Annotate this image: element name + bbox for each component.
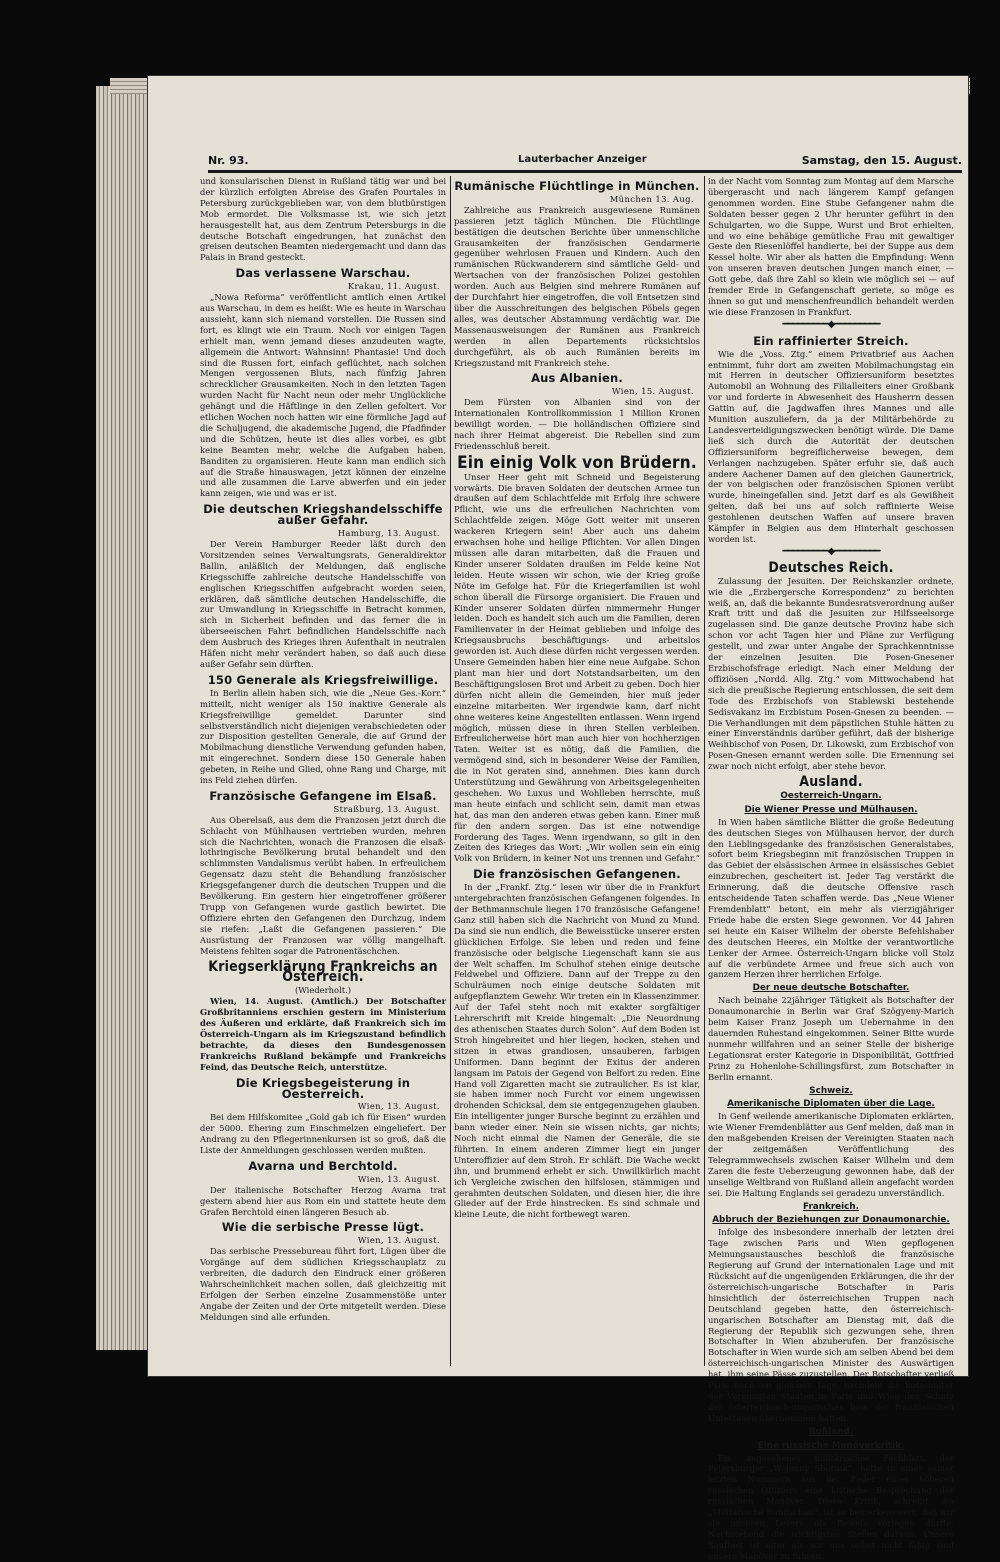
section-headline: Ausland. <box>799 774 863 791</box>
subheadline: Eine russische Manöverkritik. <box>757 1440 905 1451</box>
article-body: Unser Heer geht mit Schneid und Begeisterung vorwärts. Die braven Soldaten der deutschen Armee tun draußen auf dem Schlachtfelde mit Erfolg ihre schwere Pflicht, wie uns die erfreulichen Nachrichten vom Schlachtfelde zeigen. Möge Gott weiter mit unseren wackeren Kriegern sein! Aber auch uns daheim erwachsen hohe und heilige Pflichten. Vor allen Dingen müssen alle daran mitarbeiten, daß die Frauen und Kinder unserer Soldaten draußen im Felde keine Not leiden. Heute wissen wir schon, wie der Krieg große Nöte im Gefolge hat. Für die Kriegerfamilien ist wohl schon überall die Fürsorge organisiert. Die Frauen und Kinder unserer Soldaten dürfen nimmermehr Hunger leiden. Doch es handelt sich auch um die Familien, deren Familienvater in der Heimat geblieben und infolge des Kriegsausbruchs beschäftigungs- und arbeitslos geworden ist. Auch diese dürfen nicht vergessen werden. Unsere Gemeinden haben hier eine neue Aufgabe. Schon plant man hier und dort Notstandsarbeiten, um den Beschäftigungslosen Brot und Arbeit zu geben. Doch hier dürfen nicht allein die Gemeinden, hier muß jeder einzelne mitarbeiten. Wer irgendwie kann, darf nicht ohne weiteres keine Angestellten entlassen. Wenn irgend möglich, müssen diese in ihren Stellen verbleiben. Erfreulicherweise hört man auch hier von hochherzigen Taten. Weiter ist es nötig, daß die Familien, die vermögend sind, sich in besonderer Weise der Familien, die in Not geraten sind, annehmen. Dies kann durch Unterstützung und Gewährung von Arbeitsgelegenheiten geschehen. Wo Luxus und Wohlleben herrschte, muß man heute einfach und schlicht sein, damit man etwas hat, das man den anderen etwas geben kann. Einer muß für den andern sorgen. Das ist eine notwendige Forderung des Tages. Wenn irgendwann, so gilt in den Zeiten des Krieges das Wort: „Wir wollen sein ein einig Volk von Brüdern, in keiner Not uns trennen und Gefahr.“ <box>454 471 700 864</box>
article-body: Zulassung der Jesuiten. Der Reichskanzler ordnete, wie die „Erzbergersche Korrespondenz“ zu berichten weiß, an, daß die bekannte Bundesratsverordnung außer Kraft tritt und daß die Jesuiten zur Hilfsseelsorge zugelassen sind. Die ganze deutsche Provinz habe sich schon vor acht Tagen hier und Pläne zur Verfügung gestellt, und zwar unter Angabe der Sprachkenntnisse der einzelnen Jesuiten. Die Posen-Gnesener Erzbischofsfrage erledigt. Nach einer Meldung der offiziösen „Nordd. Allg. Ztg.“ vom Mittwochabend hat sich die preußische Regierung entschlossen, die seit dem Tode des Erzbischofs von Stablewski bestehende Sedisvakanz im Erzbistum Posen-Gnesen zu beenden. — Die Verhandlungen mit dem päpstlichen Stuhle hätten zu einer Einverständnis darüber geführt, daß der bisherige Weihbischof von Posen, Dr. Likowski, zum Erzbischof von Posen-Gnesen ernannt werden solle. Die Ernennung sei zwar noch nicht erfolgt, aber stehe bevor. <box>708 575 954 772</box>
article-body: In Berlin allein haben sich, wie die „Neue Ges.-Korr.“ mitteilt, nicht weniger als 150 inaktive Generale als Kriegsfreiwillige gemeldet. Darunter sind selbstverständlich nicht diejenigen verabschiedeten oder zur Disposition gestellten Generale, die auf Grund der Mobilmachung dienstliche Verwendung gefunden haben, mit eingerechnet. Sondern diese 150 Generale haben gebeten, in Reihe und Glied, ohne Rang und Charge, mit ins Feld ziehen dürfen. <box>200 687 446 786</box>
headline: Die deutschen Kriegshandelsschiffe außer Gefahr. <box>203 502 443 528</box>
article-body: Bei dem Hilfskomitee „Gold gab ich für Eisen“ wurden der 5000. Ehering zum Einschmelzen eingeliefert. Der Andrang zu den Pflegerinnenkursen ist so groß, daß die Liste der Anmeldungen geschlossen werden mußten. <box>200 1112 446 1156</box>
article-body: Aus Oberelsaß, aus dem die Franzosen jetzt durch die Schlacht von Mühlhausen vertrieben wurden, mehren sich die Nachrichten, wonach die Franzosen die elsaß-lothringische Bevölkerung brutal behandelt und den schlimmsten Vandalismus verübt haben. In erfreulichem Gegensatz dazu steht die Behandlung französischer Kriegsgefangener durch die deutschen Truppen und die Bevölkerung. Ein gestern hier eingetroffener größerer Trupp von Gefangenen wurde gastlich bewirtet. Die Offiziere ehrten den Gefangenen den Durchzug, indem sie riefen: „Laßt die Gefangenen passieren.“ Die Ausrüstung der Franzosen war völlig mangelhaft. Meistens fehlten sogar die Patronentäschchen. <box>200 814 446 956</box>
article-body: Ein angesehenes militärisches Fachblatt, der Petersburger „Wojenny Sbornik“, hatte in einer seiner letzten Nummern aus der Feder eines höheren russischen Offiziers eine kritische Besprechung der russischen Manöver. Diese Kritik, schreibt die „Militärische Rundschau“, ist so bemerkenswert, daß wir sie unseren Lesern als Beweis vorlegen dürfte. Nachstehend die wichtigsten Stellen daraus: Unsere Saufheit ist alter als wir uns selbst nicht fähig sind unsere Manöver zu führen. <box>708 1452 954 1561</box>
dateline: Krakau, 11. August. <box>347 281 440 292</box>
headline: Die Kriegsbegeisterung in Oesterreich. <box>235 1075 411 1101</box>
subheadline: Schweiz. <box>809 1085 853 1096</box>
article-body: Zahlreiche aus Frankreich ausgewiesene Rumänen passieren jetzt täglich München. Die Flüchtlinge bestätigen die deutschen Berichte über unmenschliche Grausamkeiten der französischen Gendarmerie gegenüber wehrlosen Frauen und Kindern. Auch den rumänischen Rückwanderern sind sämtliche Geld- und Wertsachen von der französischen Polizei gestohlen worden. Auch aus Belgien sind mehrere Rumänen auf der Durchfahrt hier eingetroffen, die voll Entsetzen sind über die Ausschreitungen des belgischen Pöbels gegen alles, was deutscher Abstammung verdächtig war. Die Massenausweisungen der Rumänen aus Frankreich werden in allen Departements rücksichtslos durchgeführt, als ob auch Rumänien bereits im Kriegszustand mit Frankreich stehe. <box>454 204 700 368</box>
article-body: Wien, 14. August. (Amtlich.) Der Botschafter Großbritanniens erschien gestern im Ministerium des Äußeren und erklärte, daß Frankreich sich im Österreich-Ungarn als im Kriegszustand befindlich betrachte, da dieses den Bundesgenossen Frankreichs Rußland bekämpfe und Frankreichs Feind, das Deutsche Reich, unterstütze. <box>200 996 446 1072</box>
ornament-separator: ━━━━━━━━━◆━━━━━━━━━ <box>782 545 880 557</box>
column-2 <box>454 176 700 1366</box>
headline: Wie die serbische Presse lügt. <box>221 1220 425 1235</box>
headline: Französische Gefangene im Elsaß. <box>209 788 437 803</box>
subheadline: Oesterreich-Ungarn. <box>780 790 882 801</box>
headline: Kriegserklärung Frankreichs an Österreich. <box>208 958 438 986</box>
subheadline: Abbruch der Beziehungen zur Donaumonarchie. <box>712 1215 950 1226</box>
headline: 150 Generale als Kriegsfreiwillige. <box>207 672 439 687</box>
subheadline: Amerikanische Diplomaten über die Lage. <box>727 1099 935 1110</box>
newspaper-name: Lauterbacher Anzeiger <box>518 154 647 165</box>
headline: Ein raffinierter Streich. <box>753 333 909 348</box>
page-edges <box>96 86 156 1350</box>
section-headline: Deutsches Reich. <box>768 559 894 576</box>
subheadline: Der neue deutsche Botschafter. <box>752 983 910 994</box>
issue-number: Nr. 93. <box>208 154 249 167</box>
dateline: Straßburg, 13. August. <box>333 803 440 814</box>
article-body: In der „Frankf. Ztg.“ lesen wir über die in Frankfurt untergebrachten französischen Gefangenen folgendes. In der Bethmannschule liegen 170 französische Gefangene! Ganz still haben sich die Nachricht von Mund zu Mund. Da sind sie nun endlich, die Beweisstücke unserer ersten glücklichen Erfolge. Sie leben und reden und feine französische oder belgische Liegenschaft kann sie aus der Welt schaffen. Im Schulhof stehen einige deutsche Feldwebel und Offiziere. Dann auf der Treppe zu den Schulräumen noch einige deutsche Soldaten mit aufgepflanztem Gewehr. Wir treten ein in Klassenzimmer. Auf der Tafel steht noch mit exakter sorgfältiger Lehrerschrift mit Kreide hingemalt: „Die Neuordnung des athenischen Staates durch Solon“. Auf dem Boden ist Stroh hingebreitet und hier liegen, hocken, stehen und sitzen in etwas grandiosen, unsauberen, farbigen Uniformen. Dann beginnt der Exitus der anderen langsam im Patois der Gegend von Belfort zu reden. Eine Hand voll Zigaretten macht sie zutraulicher. Es ist klar, sie haben immer noch Furcht vor einem ungewissen drohenden Schicksal, dem sie entgegenzugehen glauben. Ein intelligenter junger Bursche beginnt zu erzählen und bann wieder einer. Nein sie wissen nichts, gar nichts; Noch nicht einmal die Namen der Generäle, die sie führten. In einem anderen Zimmer liegt ein junger Unteroffizier auf dem Stroh. Er schläft. Die Wache weckt ihn, und brummend erhebt er sich. Unwillkürlich macht ich Vergleiche zwischen den hilfslosen, stämmigen und gerahmten deutschen Soldaten, und diesen hier, die ihre Glieder auf der Erde hinstrecken. Es sind schmale und kleine Leute, die nicht fortbewegt waren. <box>454 882 700 1220</box>
headline: Die französischen Gefangenen. <box>473 867 681 882</box>
ornament-separator: ━━━━━━━━━◆━━━━━━━━━ <box>782 318 880 330</box>
column-divider <box>704 176 705 1366</box>
header-rule <box>208 170 962 173</box>
column-divider <box>450 176 451 1366</box>
dateline: Wien, 15. August. <box>611 386 694 397</box>
article-body: „Nowa Reforma“ veröffentlicht amtlich einen Artikel aus Warschau, in dem es heißt: Wie es heute in Warschau aussieht, kann sich niemand vorstellen. Die Russen sind fort, es klingt wie ein Traum. Noch vor einigen Tagen erhielt man, wenn jemand dieses anzudeuten wagte, allgemein die Antwort: Wahnsinn! Phantasie! Und doch sind die Russen fort, einfach geflüchtet, nach solchen Mengen vergossenen Bluts, nach fünfzig Jahren schrecklicher Grausamkeiten. Noch in den letzten Tagen wurden Nacht für Nacht neun oder mehr Unglückliche gehängt und die Häftlinge in den Zellen gefoltert. Vor etlichen Wochen noch hatten wir eine förmliche Jagd auf die Schuljugend, die akademische Jugend, die Pfadfinder und die Schützen, heute ist dies alles vorbei, es gibt keine Beamten mehr, welche die Aufgaben haben, Banditen zu organisieren. Heute kann man endlich sich auf die Straße hinauswagen, jetzt können der einzelne und alle zusammen die Larve abwerfen und ein jeder kann zeigen, wie und was er ist. <box>200 292 446 499</box>
article-body: Wie die „Voss. Ztg.“ einem Privatbrief aus Aachen entnimmt, fuhr dort am zweiten Mobilmachungstag ein mit Herren in deutscher Offiziersuniform besetztes Automobil an Wohnung des Filialleiters einer Großbank vor und forderte in Abwesenheit des Hausherrn dessen Gattin auf, die Jagdwaffen ihres Mannes und alle Munition auszuliefern, da ja der Militärbehörde zu Landesverteidigungszwecken benötigt würde. Die Dame ließ sich durch die Autorität der deutschen Offiziersuniform begreiflicherweise bewegen, dem Verlangen nachzugeben. Später erfuhr sie, daß auch andere Aachener Damen auf den gleichen Gaunertrick, der von belgischen oder französischen Spionen verübt wurde, hineingefallen sind. Jetzt darf es als Gewißheit gelten, daß bei uns auf solch raffinierte Weise gestohlenen deutschen Waffen auf unsere braven Kämpfer in Belgien aus dem Hinterhalt geschossen worden ist. <box>708 348 954 544</box>
article-body: Dem Fürsten von Albanien sind von der Internationalen Kontrollkommission 1 Million Kronen bewilligt worden. — Die holländischen Offiziere sind nach ihrer Heimat abgereist. Die Rebellen sind zum Friedensschluß bereit. <box>454 397 700 451</box>
article-body: Nach beinahe 22jähriger Tätigkeit als Botschafter der Donaumonarchie in Berlin war Graf Szögyeny-Marich beim Kaiser Franz Joseph um Uebernahme in den dauernden Ruhestand eingekommen. Seiner Bitte wurde nunmehr willfahren und an seiner Stelle der bisherige Legationsrat erster Kategorie in Disponibilität, Gottfried Prinz zu Hohenlohe-Schillingsfürst, zum Botschafter in Berlin ernannt. <box>708 995 954 1082</box>
article-body: Das serbische Pressebureau führt fort, Lügen über die Vorgänge auf dem südlichen Kriegsschauplatz zu verbreiten, die dadurch den Eindruck einer größeren Wahrscheinlichkeit machen sollen, daß gleichzeitig mit Erfolgen der Serben einzelne Zusammenstöße unter Angabe der Zeiten und der Orte mitgeteilt werden. Diese Meldungen sind alle erfunden. <box>200 1246 446 1322</box>
subheadline: (Wiederholt.) <box>294 985 352 996</box>
column-3 <box>708 176 954 1561</box>
article-body: Der italienische Botschafter Herzog Avarna trat gestern abend hier aus Rom ein und stattete heute dem Grafen Berchtold einen längeren Besuch ab. <box>200 1184 446 1217</box>
headline: Rumänische Flüchtlinge in München. <box>454 179 700 193</box>
subheadline: Rußland. <box>808 1426 854 1437</box>
dateline: München 13. Aug. <box>609 193 694 204</box>
article-body: In Wien haben sämtliche Blätter die große Bedeutung des deutschen Sieges von Mülhausen hervor, der durch den Lieblingsgedanke des französischen Generalstabes, sofort beim Kriegsbeginn mit französischen Truppen in das Gebiet der elsässischen Armee in elsässisches Gebiet einzubrechen, gescheitert ist. Jeder Tag verstärkt die Erinnerung, daß die deutsche Offensive rasch entscheidende Taten schaffen werde. Das „Neue Wiener Fremdenblatt“ betont, ein mehr als vierzigjähriger Friede habe die ersten Siege gewonnen. Vor 44 Jahren sei heute ein Kaiser Wilhelm der oberste Befehlshaber des deutschen Heeres, ein Moltke der verantwortliche Lenker der Armee. Österreich-Ungarn blicke voll Stolz auf die verbündete Armee und freue sich auch von ganzem Herzen ihrer herrlichen Erfolge. <box>708 816 954 980</box>
column-1 <box>200 176 446 1366</box>
article-body: Der Verein Hamburger Reeder läßt durch den Vorsitzenden seines Verwaltungsrats, Generaldirektor Ballin, anläßlich der Meldungen, daß englische Kriegsschiffe zahlreiche deutsche Handelsschiffe von englischen Kriegsschiffen aufgebracht worden seien, erklären, daß sämtliche deutschen Handelsschiffe, die zur Umwandlung in Kriegsschiffe in Betracht kommen, sich in Sicherheit befinden und das ferner die in überseeischen Fahrt befindlichen Handelsschiffe nach dem Ausbruch des Krieges ihren Aufenthalt in neutralen Häfen nicht mehr verändert haben, so daß auch diese außer Gefahr sein dürften. <box>200 539 446 669</box>
article-continuation: in der Nacht vom Sonntag zum Montag auf dem Marsche übergerascht und nach längerem Kampf gefangen genommen worden. Eine Stube Gefangener nahm die Soldaten besser gegen 2 Uhr herunter geführt in den Schulgarten, wo die Suppe, Wurst und Brot erhielten, und wo eine behäbige gemütliche Frau mit gewaltiger Geste den Riesenlöffel handierte, bei der Suppe aus dem Kessel holte. Wir aber als hatten die Empfindung: Wenn von unseren braven deutschen Jungen manch einer, — Gott gebe, daß ihre Zahl so klein wie möglich sei — auf fremder Erde in Gefangenschaft geriete, so möge es ihnen so gut und menschenfreundlich behandelt werden wie diese Franzosen in Frankfurt. <box>708 176 954 317</box>
article-continuation: und konsularischen Dienst in Rußland tätig war und bei der kürzlich erfolgten Abreise des Grafen Pourtales in Petersburg zurückgeblieben war, von dem blutbürstigen Mob ermordet. Die Volksmasse ist, wie sich jetzt herausgestellt hat, aus dem Zentrum Petersburgs in die deutsche Botschaft eingedrungen, hat zunächst den greisen deutschen Beamten niedergemacht und dann das Palais in Brand gesteckt. <box>200 176 446 263</box>
dateline: Wien, 13. August. <box>357 1101 440 1112</box>
headline: Ein einig Volk von Brüdern. <box>457 452 697 473</box>
newspaper-page <box>148 76 968 1561</box>
dateline: Wien, 13. August. <box>357 1173 440 1184</box>
dateline: Hamburg, 13. August. <box>337 528 440 539</box>
subheadline: Die Wiener Presse und Mülhausen. <box>744 804 918 815</box>
headline: Avarna und Berchtold. <box>248 1158 398 1173</box>
dateline: Wien, 13. August. <box>357 1235 440 1246</box>
issue-date: Samstag, den 15. August. <box>801 154 962 167</box>
headline: Aus Albanien. <box>531 371 623 386</box>
subheadline: Frankreich. <box>803 1201 859 1212</box>
article-body: In Genf weilende amerikanische Diplomaten erklärten, wie Wiener Fremdenblätter aus Genf melden, daß man in den maßgebenden Kreisen der Vereinigten Staaten nach der zeitgemäßen Veröffentlichung des Telegrammwechsels zwischen Kaiser Wilhelm und dem Zaren die feste Ueberzeugung gewonnen habe, daß der unselige Weltbrand von Rußland allein angefacht worden sei. Die Haltung Englands sei geradezu unverständlich. <box>708 1111 954 1198</box>
article-body: Infolge des insbesondere innerhalb der letzten drei Tage zwischen Paris und Wien gepflogenen Meinungsaustausches beschloß die französische Regierung auf Grund der internationalen Lage und mit Rücksicht auf die ungenügenden Erklärungen, die ihr der österreichisch-ungarische Botschafter in Paris hinsichtlich der österreichischen Truppen nach Deutschland gegeben hatte, den österreichisch-ungarischen Botschafter am Dienstag mit, daß die Regierung der Republik sich gezwungen sehe, ihren Botschafter in Wien abzuberufen. Der französische Botschafter in Wien wurde sich am selben Abend bei dem österreichisch-ungarischen Minister des Auswärtigen hat, ihm seine Pässe zuzustellen. Der Botschafter verließ Paris noch am gleichen Tage, nachdem die Botschafter der Vereinigten Staaten in Paris und Wien den Schutz der österreichisch-ungarischen bzw. der französischen Untertanen übernommen hatten. <box>708 1227 954 1423</box>
headline: Das verlassene Warschau. <box>235 266 411 281</box>
